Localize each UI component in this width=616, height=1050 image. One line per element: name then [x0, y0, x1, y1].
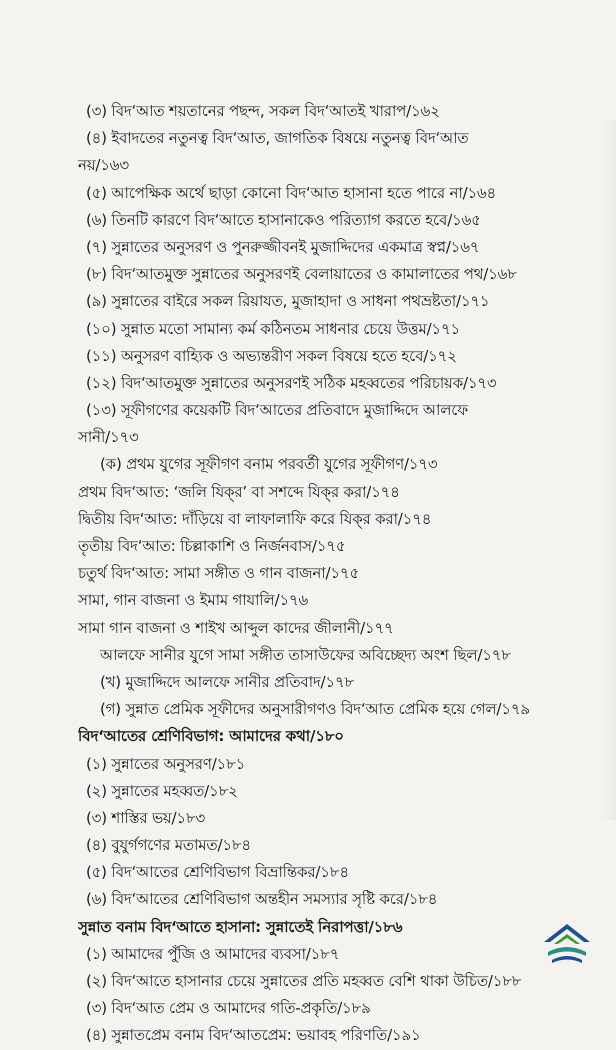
toc-entry: তৃতীয় বিদ‘আত: চিল্লাকাশি ও নির্জনবাস/১৭৫: [78, 537, 346, 555]
toc-entry: (৯) সুন্নাতের বাইরে সকল রিয়াযত, মুজাহাদা ও সাধনা পথভ্রষ্টতা/১৭১: [86, 292, 490, 311]
toc-section-heading: সুন্নাত বনাম বিদ‘আতে হাসানা: সুন্নাতেই নিরাপত্তা/১৮৬: [78, 917, 403, 936]
toc-entry: (খ) মুজাদ্দিদে আলফে সানীর প্রতিবাদ/১৭৮: [100, 672, 355, 691]
toc-entry: প্রথম বিদ‘আত: ‘জলি যিক্‌র’ বা সশব্দে যিক্‌র করা/১৭৪: [78, 482, 400, 501]
facing-page-bleed: [602, 120, 616, 820]
toc-entry: (৪) সুন্নাতপ্রেম বনাম বিদ‘আতপ্রেম: ভয়াবহ পরিণতি/১৯১: [86, 1026, 421, 1045]
toc-entry: (২) বিদ‘আতে হাসানার চেয়ে সুন্নাতের প্রতি মহব্বত বেশি থাকা উচিত/১৮৮: [86, 972, 522, 990]
toc-entry: সামা, গান বাজনা ও ইমাম গাযালি/১৭৬: [78, 591, 309, 610]
toc-entry: (৬) বিদ‘আতের শ্রেণিবিভাগ অন্তহীন সমস্যার সৃষ্টি করে/১৮৪: [86, 890, 438, 909]
toc-entry: (৩) শাস্তির ভয়/১৮৩: [86, 808, 206, 827]
publisher-logo-icon: [540, 920, 594, 970]
toc-entry: (১২) বিদ‘আতমুক্ত সুন্নাতের অনুসরণই সঠিক মহব্বতের পরিচায়ক/১৭৩: [86, 373, 497, 392]
toc-entry: (৫) বিদ‘আতের শ্রেণিবিভাগ বিভ্রান্তিকর/১৮৪: [86, 863, 349, 882]
toc-entry: (১১) অনুসরণ বাহ্যিক ও অভ্যন্তরীণ সকল বিষয়ে হতে হবে/১৭২: [86, 346, 457, 365]
table-of-contents: [78, 98, 598, 1050]
toc-entry: সানী/১৭৩: [78, 428, 139, 447]
toc-entry: (১০) সুন্নাত মতো সামান্য কর্ম কঠিনতম সাধনার চেয়ে উত্তম/১৭১: [86, 319, 461, 338]
toc-entry: চতুর্থ বিদ‘আত: সামা সঙ্গীত ও গান বাজনা/১৭৫: [78, 564, 359, 583]
toc-entry: সামা গান বাজনা ও শাইখ আব্দুল কাদের জীলানী/১৭৭: [78, 618, 394, 637]
toc-entry: (৪) বুযুর্গগণের মতামত/১৮৪: [86, 836, 251, 855]
toc-entry: (ক) প্রথম যুগের সূফীগণ বনাম পরবর্তী যুগের সূফীগণ/১৭৩: [100, 455, 438, 474]
toc-entry: (১৩) সূফীগণের কয়েকটি বিদ‘আতের প্রতিবাদে মুজাদ্দিদে আলফে: [86, 401, 468, 420]
toc-entry: (৫) আপেক্ষিক অর্থে ছাড়া কোনো বিদ‘আত হাসানা হতে পারে না/১৬৪: [86, 183, 497, 202]
toc-entry: (৬) তিনটি কারণে বিদ‘আতে হাসানাকেও পরিত্যাগ করতে হবে/১৬৫: [86, 210, 481, 229]
toc-entry: (৮) বিদ‘আতমুক্ত সুন্নাতের অনুসরণই বেলায়াতের ও কামালাতের পথ/১৬৮: [86, 265, 517, 284]
toc-entry: দ্বিতীয় বিদ‘আত: দাঁড়িয়ে বা লাফালাফি করে যিক্‌র করা/১৭৪: [78, 509, 432, 528]
toc-entry: (৪) ইবাদতের নতুনত্ব বিদ‘আত, জাগতিক বিষয়ে নতুনত্ব বিদ‘আত: [86, 129, 469, 148]
toc-entry: (১) সুন্নাতের অনুসরণ/১৮১: [86, 754, 246, 773]
toc-entry: (৩) বিদ‘আত প্রেম ও আমাদের গতি-প্রকৃতি/১৮৯: [86, 999, 371, 1018]
toc-entry: (গ) সুন্নাত প্রেমিক সূফীদের অনুসারীগণও বিদ‘আত প্রেমিক হয়ে গেল/১৭৯: [100, 700, 530, 719]
toc-entry: (৭) সুন্নাতের অনুসরণ ও পুনরুজ্জীবনই মুজাদ্দিদের একমাত্র স্বপ্ন/১৬৭: [86, 237, 480, 256]
toc-entry: (৩) বিদ‘আত শয়তানের পছন্দ, সকল বিদ‘আতই খারাপ/১৬২: [86, 102, 440, 120]
toc-section-heading: বিদ‘আতের শ্রেণিবিভাগ: আমাদের কথা/১৮০: [78, 727, 344, 746]
toc-entry: (২) সুন্নাতের মহব্বত/১৮২: [86, 781, 238, 800]
toc-entry: নয়/১৬৩: [78, 156, 129, 175]
toc-entry: আলফে সানীর যুগে সামা সঙ্গীত তাসাউফের অবিচ্ছেদ্য অংশ ছিল/১৭৮: [100, 645, 511, 664]
toc-entry: (১) আমাদের পুঁজি ও আমাদের ব্যবসা/১৮৭: [86, 944, 340, 963]
